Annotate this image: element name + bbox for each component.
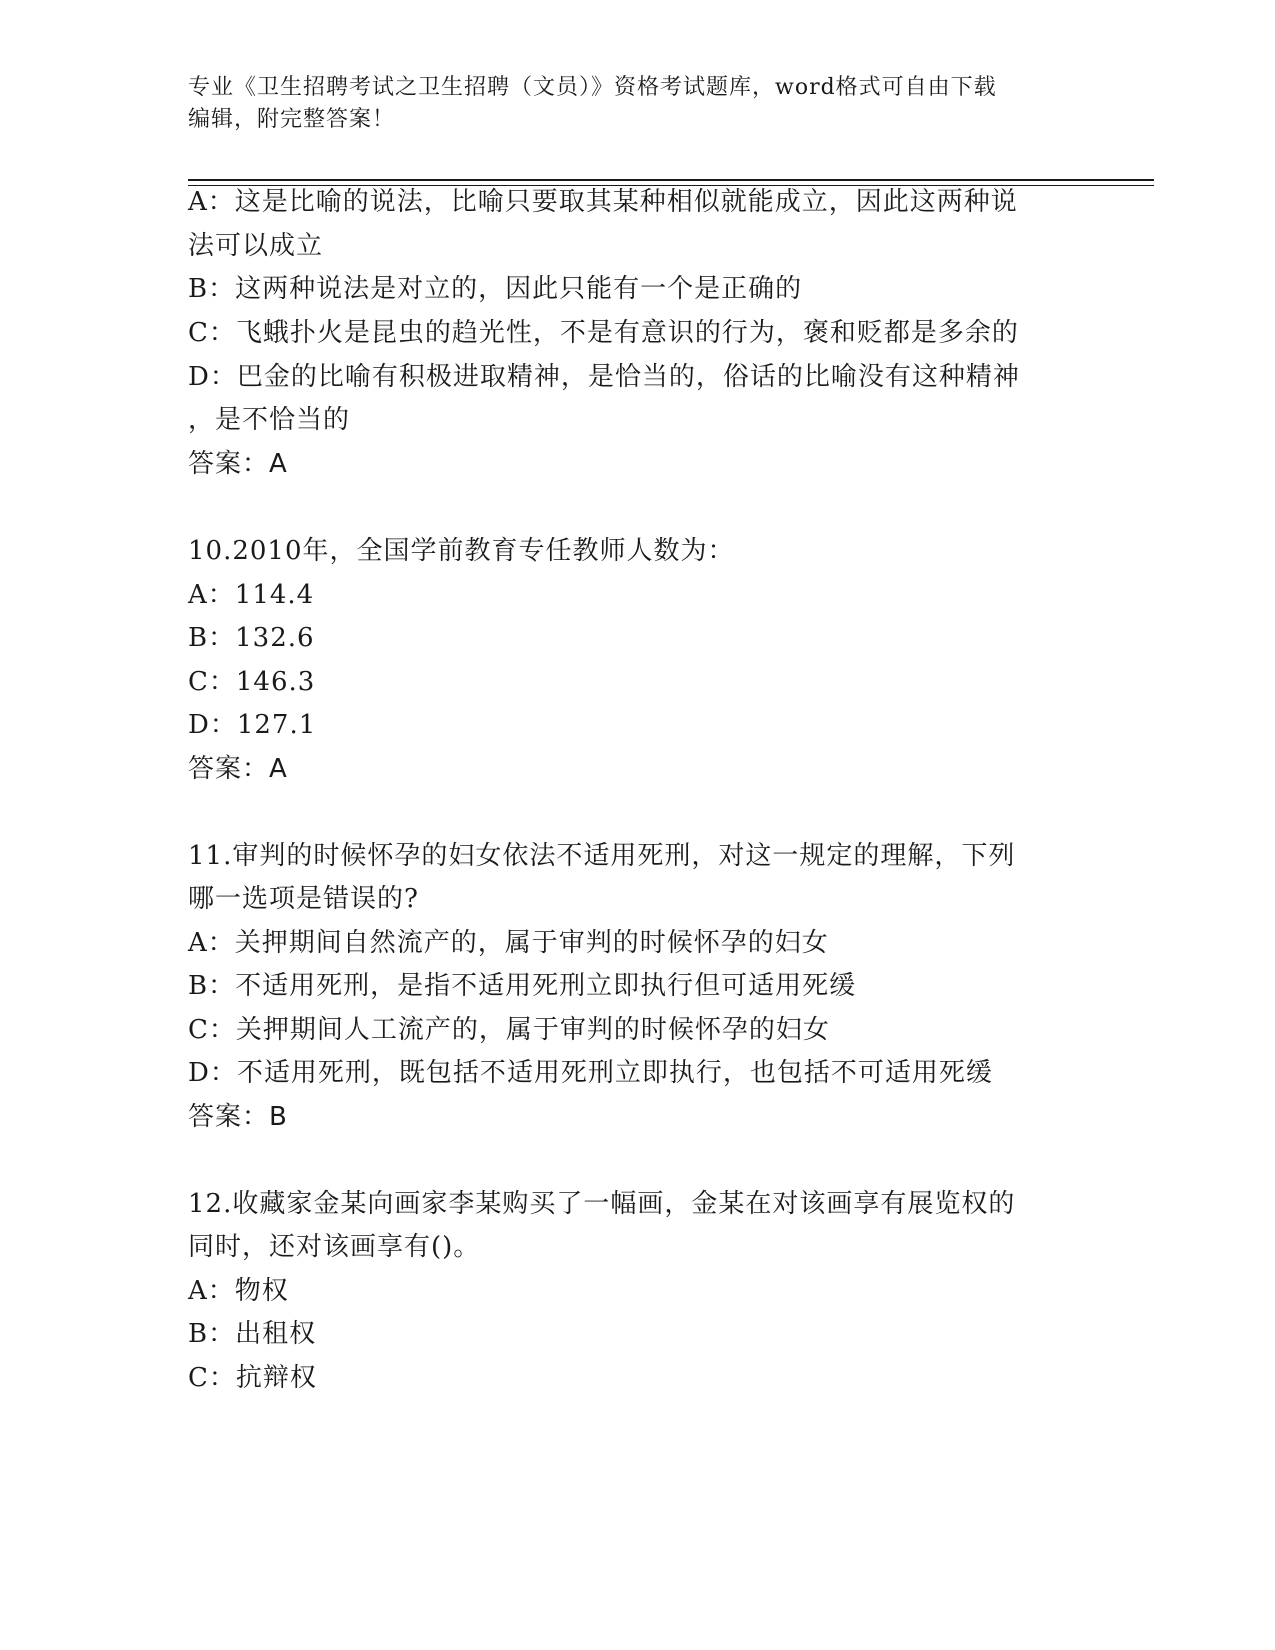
q10-answer: 答案：A: [188, 754, 288, 784]
q10-stem: 10.2010年，全国学前教育专任教师人数为：: [188, 536, 735, 566]
q9-answer: 答案：A: [188, 449, 288, 479]
header-line-1: 专业《卫生招聘考试之卫生招聘（文员）》资格考试题库，word格式可自由下载: [188, 75, 997, 100]
q12-option-a: A：物权: [188, 1276, 289, 1306]
header-rule-thick: [188, 179, 1154, 181]
q9-option-d-line-1: D：巴金的比喻有积极进取精神，是恰当的，俗话的比喻没有这种精神: [188, 362, 1020, 392]
q9-option-a-line-2: 法可以成立: [188, 231, 324, 261]
q11-option-c: C：关押期间人工流产的，属于审判的时候怀孕的妇女: [188, 1015, 830, 1045]
q10-option-a: A：114.4: [188, 580, 315, 610]
q11-stem-line-1: 11.审判的时候怀孕的妇女依法不适用死刑，对这一规定的理解，下列: [188, 841, 1016, 871]
q12-option-c: C：抗辩权: [188, 1363, 317, 1393]
q11-option-b: B：不适用死刑，是指不适用死刑立即执行但可适用死缓: [188, 971, 857, 1001]
q11-option-d: D：不适用死刑，既包括不适用死刑立即执行，也包括不可适用死缓: [188, 1058, 993, 1088]
q9-option-c: C：飞蛾扑火是昆虫的趋光性，不是有意识的行为，褒和贬都是多余的: [188, 318, 1019, 348]
q10-option-d: D：127.1: [188, 710, 317, 740]
document-header: [188, 72, 1088, 136]
q12-stem-line-1: 12.收藏家金某向画家李某购买了一幅画，金某在对该画享有展览权的: [188, 1189, 1016, 1219]
q9-option-b: B：这两种说法是对立的，因此只能有一个是正确的: [188, 274, 803, 304]
q12-stem-line-2: 同时，还对该画享有()。: [188, 1232, 481, 1262]
q10-option-c: C：146.3: [188, 667, 316, 697]
q11-stem-line-2: 哪一选项是错误的?: [188, 884, 419, 914]
q9-option-d-line-2: ，是不恰当的: [188, 405, 351, 435]
q11-answer: 答案：B: [188, 1102, 288, 1132]
q11-option-a: A：关押期间自然流产的，属于审判的时候怀孕的妇女: [188, 928, 829, 958]
header-line-2: 编辑，附完整答案！: [188, 107, 396, 132]
q9-option-a-line-1: A：这是比喻的说法，比喻只要取其某种相似就能成立，因此这两种说: [188, 187, 1018, 217]
q12-option-b: B：出租权: [188, 1319, 317, 1349]
q10-option-b: B：132.6: [188, 623, 315, 653]
